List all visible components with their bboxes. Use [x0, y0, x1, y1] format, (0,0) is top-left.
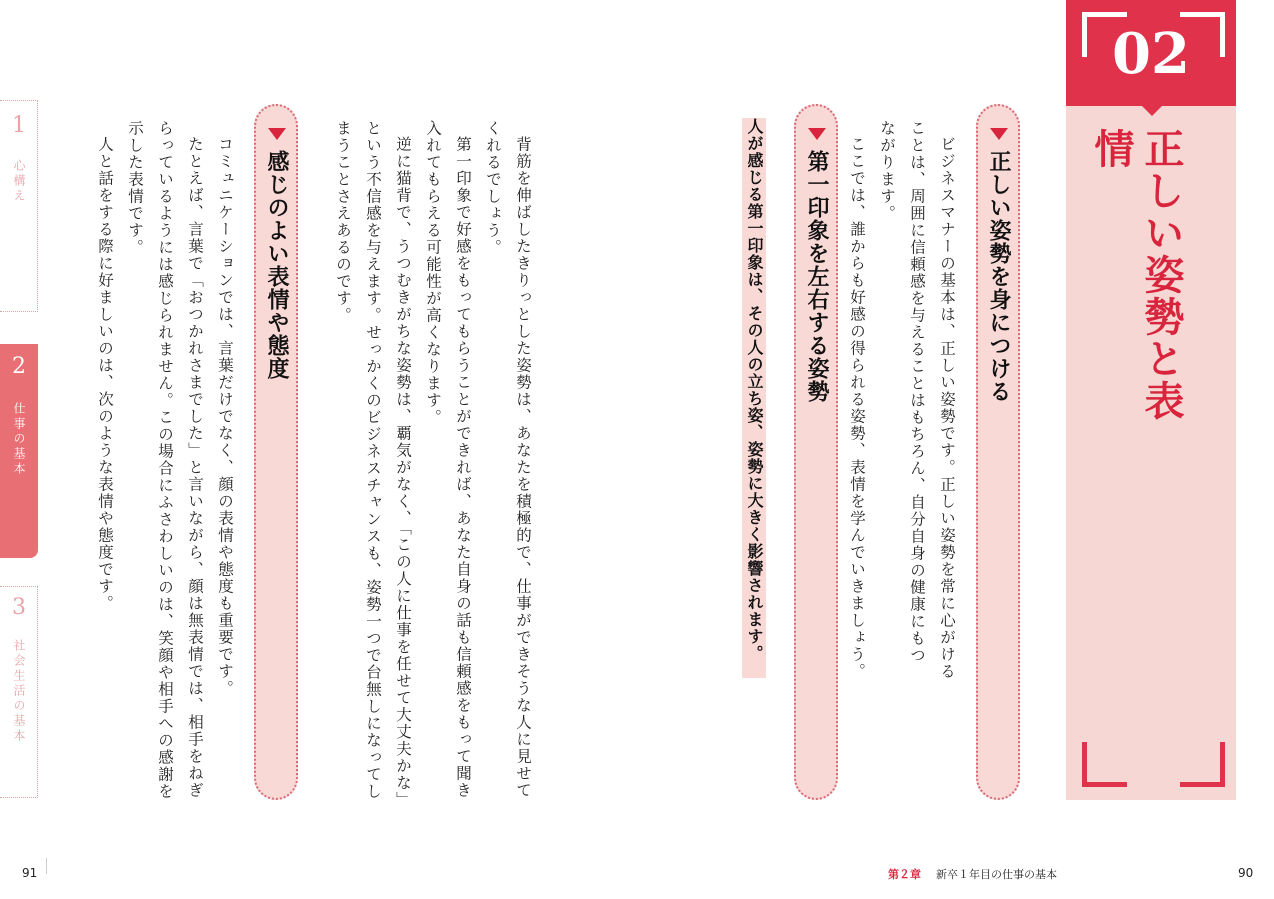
section-heading-posture: [976, 104, 1020, 800]
section-2-lead: 人が感じる第一印象は、その人の立ち姿、姿勢に大きく影響されます。: [742, 118, 766, 678]
paragraph: ここでは、誰からも好感の得られる姿勢、表情を学んでいきましょう。: [848, 135, 866, 680]
bracket-bottom-right: [1180, 742, 1225, 787]
heading-text: 感じのよい表情や態度: [264, 150, 289, 380]
paragraph: 背筋を伸ばしたきりっとした姿勢は、あなたを積極的で、仕事ができそうな人に見せてくれるでしょう。: [484, 120, 532, 799]
section-heading-expression: [254, 104, 298, 800]
bracket-bottom-left: [1082, 742, 1127, 787]
tab-number: 2: [12, 354, 26, 379]
heading-triangle-icon: [808, 128, 826, 140]
heading-triangle-icon: [268, 128, 286, 140]
paragraph: コミュニケーションでは、言葉だけでなく、顔の表情や態度も重要です。: [216, 135, 234, 697]
section-3-body: [84, 120, 240, 810]
paragraph: 第一印象で好感をもってもらうことができれば、あなた自身の話も信頼感をもって聞き入れてもらえる可能性が高くなります。: [424, 120, 472, 799]
heading-text: 第一印象を左右する姿勢: [804, 150, 829, 403]
paragraph: 逆に猫背で、うつむきがちな姿勢は、覇気がなく、「この人に仕事を任せて大丈夫かな」という不信感を与えます。せっかくのビジネスチャンスも、姿勢一つで台無しになってしまうことさえあるのです。: [334, 120, 412, 808]
tab-number: 3: [12, 595, 26, 620]
chapter-tab-3[interactable]: [0, 586, 38, 798]
section-heading-first-impression: [794, 104, 838, 800]
tab-label: 仕事の基本: [12, 402, 26, 477]
footer-chapter-label: 第２章: [888, 868, 921, 881]
tab-label: 心構え: [12, 159, 26, 204]
chapter-number: 02: [1112, 21, 1190, 87]
chapter-number-pointer: [1140, 104, 1164, 116]
tab-number: 1: [12, 113, 26, 138]
chapter-title: 正しい姿勢と表情: [1088, 128, 1184, 422]
tab-label: 社会生活の基本: [12, 639, 26, 744]
paragraph: ビジネスマナーの基本は、正しい姿勢です。正しい姿勢を常に心がけることは、周囲に信頼感を与えることはもちろん、自分自身の健康にもつながります。: [878, 120, 956, 680]
heading-text: 正しい姿勢を身につける: [986, 150, 1011, 403]
page-number-left: 91: [22, 866, 38, 880]
page-number-right: 90: [1238, 866, 1254, 880]
paragraph: 人と話をする際に好ましいのは、次のような表情や態度です。: [96, 135, 114, 612]
footer-chapter-title: 新卒１年目の仕事の基本: [936, 868, 1057, 881]
chapter-tab-1[interactable]: [0, 100, 38, 312]
chapter-tab-2-active[interactable]: [0, 344, 38, 558]
footer-divider: [46, 858, 47, 874]
section-2-body: [328, 120, 538, 810]
section-1-body: [848, 120, 962, 680]
heading-triangle-icon: [990, 128, 1008, 140]
paragraph: たとえば、言葉で「おつかれさまでした」と言いながら、顔は無表情では、相手をねぎらっているようには感じられません。この場合にふさわしいのは、笑顔や相手への感謝を示した表情です。: [126, 120, 204, 800]
